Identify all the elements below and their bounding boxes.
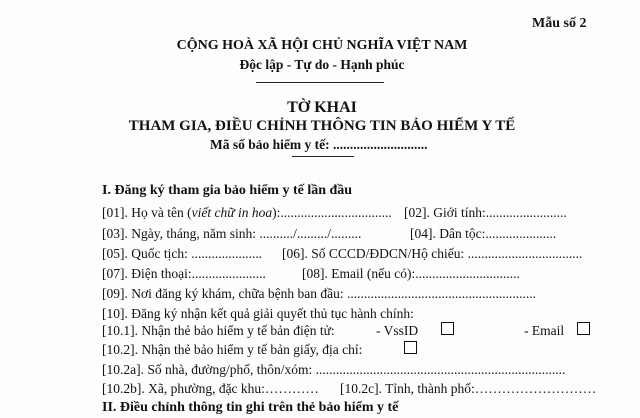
paper-card-checkbox[interactable] — [404, 341, 417, 354]
field-05-nationality: [05]. Quốc tịch: ..................... — [102, 246, 263, 261]
country-name: CỘNG HOÀ XÃ HỘI CHỦ NGHĨA VIỆT NAM — [176, 38, 468, 53]
field-10-2a-street-address: [10.2a]. Số nhà, đường/phố, thôn/xóm: .......................................................................... — [102, 362, 566, 377]
section-2-heading: II. Điều chỉnh thông tin ghi trên thẻ bảo hiểm y tế — [102, 400, 399, 415]
national-motto: Độc lập - Tự do - Hạnh phúc — [239, 57, 405, 72]
section-1-heading: I. Đăng ký tham gia bảo hiểm y tế lần đầu — [102, 183, 353, 198]
email-checkbox[interactable] — [577, 322, 590, 335]
field-01-full-name: [01]. Họ và tên (viết chữ in hoa):................................. — [102, 205, 392, 220]
field-10-result-delivery: [10]. Đăng ký nhận kết quả giải quyết thủ tục hành chính: — [102, 306, 414, 321]
field-10-1-electronic-card: [10.1]. Nhận thẻ bảo hiểm y tế bản điện tử: — [102, 323, 335, 338]
field-09-registered-clinic: [09]. Nơi đăng ký khám, chữa bệnh ban đầu: ........................................................ — [102, 286, 537, 301]
field-07-phone: [07]. Điện thoại:...................... — [102, 266, 266, 281]
email-option-label: - Email — [524, 323, 565, 338]
form-number: Mẫu số 2 — [532, 16, 587, 31]
field-10-2b-commune: [10.2b]. Xã, phường, đặc khu:………… — [102, 381, 319, 396]
form-title: TỜ KHAI — [287, 99, 357, 116]
form-subtitle: THAM GIA, ĐIỀU CHỈNH THÔNG TIN BẢO HIỂM Y TẾ — [128, 118, 516, 134]
field-02-gender: [02]. Giới tính:........................ — [404, 205, 567, 220]
vssid-option-label: - VssID — [376, 323, 419, 338]
vssid-checkbox[interactable] — [441, 322, 454, 335]
field-03-date-of-birth: [03]. Ngày, tháng, năm sinh: ........../........./......... — [102, 226, 362, 241]
field-08-email: [08]. Email (nếu có):............................... — [302, 266, 520, 281]
field-06-id-number: [06]. Số CCCD/ĐDCN/Hộ chiếu: .................................. — [282, 246, 583, 261]
header-divider — [256, 82, 384, 83]
field-10-2c-province: [10.2c]. Tỉnh, thành phố:……………………… — [340, 381, 597, 396]
insurance-code-label: Mã số bảo hiểm y tế: ............................ — [210, 137, 428, 152]
title-divider — [292, 156, 354, 157]
field-04-ethnicity: [04]. Dân tộc:..................... — [410, 226, 557, 241]
field-10-2-paper-card: [10.2]. Nhận thẻ bảo hiểm y tế bản giấy, địa chỉ: — [102, 342, 363, 357]
